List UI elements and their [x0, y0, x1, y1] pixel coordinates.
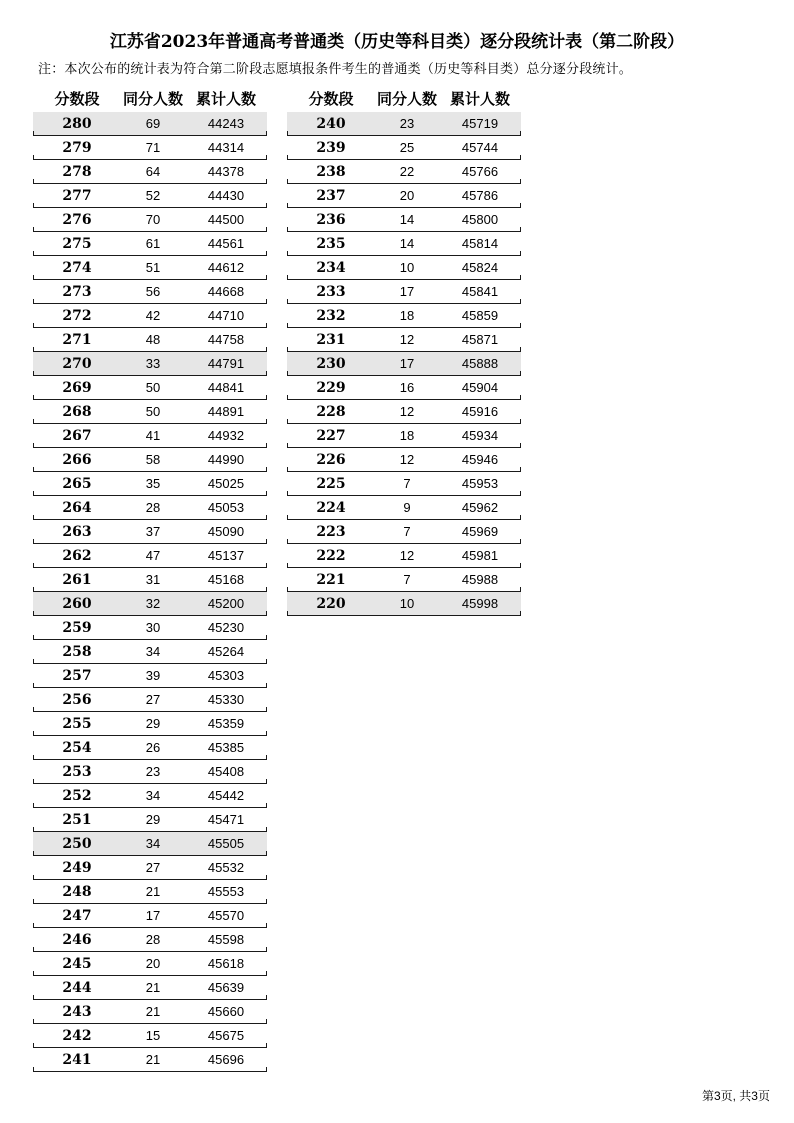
table-row — [33, 208, 267, 232]
table-row — [287, 520, 521, 544]
same-count-cell: 21 — [145, 1052, 161, 1067]
table-row — [287, 160, 521, 184]
table-row — [33, 1024, 267, 1048]
cumulative-count-cell: 45859 — [461, 308, 499, 323]
score-cell: 235 — [316, 235, 346, 252]
table-row — [33, 376, 267, 400]
right-table-header — [287, 86, 521, 110]
cumulative-count-cell: 45998 — [461, 596, 499, 611]
cumulative-count-cell: 44430 — [207, 188, 245, 203]
cumulative-count-cell: 45786 — [461, 188, 499, 203]
table-row — [33, 184, 267, 208]
table-row — [33, 928, 267, 952]
cumulative-count-cell: 45814 — [461, 236, 499, 251]
same-count-cell: 31 — [145, 572, 161, 587]
header-score: 分数段 — [308, 89, 354, 108]
table-row — [33, 856, 267, 880]
score-cell: 262 — [62, 547, 92, 564]
same-count-cell: 21 — [145, 1004, 161, 1019]
table-row — [33, 832, 267, 856]
same-count-cell: 10 — [399, 596, 415, 611]
table-row — [287, 424, 521, 448]
cumulative-count-cell: 45137 — [207, 548, 245, 563]
cumulative-count-cell: 45841 — [461, 284, 499, 299]
cumulative-count-cell: 45744 — [461, 140, 499, 155]
score-cell: 221 — [316, 571, 346, 588]
same-count-cell: 14 — [399, 236, 415, 251]
table-row — [287, 400, 521, 424]
cumulative-count-cell: 45598 — [207, 932, 245, 947]
score-cell: 264 — [62, 499, 92, 516]
same-count-cell: 64 — [145, 164, 161, 179]
same-count-cell: 12 — [399, 452, 415, 467]
table-row — [33, 496, 267, 520]
cumulative-count-cell: 45359 — [207, 716, 245, 731]
table-row — [33, 712, 267, 736]
same-count-cell: 20 — [399, 188, 415, 203]
same-count-cell: 7 — [403, 572, 411, 587]
same-count-cell: 50 — [145, 380, 161, 395]
table-row — [33, 472, 267, 496]
cumulative-count-cell: 45981 — [461, 548, 499, 563]
table-row — [33, 1048, 267, 1072]
cumulative-count-cell: 45719 — [461, 116, 499, 131]
same-count-cell: 18 — [399, 308, 415, 323]
score-cell: 255 — [62, 715, 92, 732]
same-count-cell: 7 — [403, 524, 411, 539]
score-cell: 237 — [316, 187, 346, 204]
table-row — [33, 784, 267, 808]
score-cell: 260 — [62, 595, 92, 612]
score-cell: 220 — [316, 595, 346, 612]
same-count-cell: 26 — [145, 740, 161, 755]
cumulative-count-cell: 45969 — [461, 524, 499, 539]
table-row — [33, 304, 267, 328]
score-cell: 229 — [316, 379, 346, 396]
cumulative-count-cell: 44710 — [207, 308, 245, 323]
table-row — [33, 664, 267, 688]
score-cell: 265 — [62, 475, 92, 492]
page-title: 江苏省2023年普通高考普通类（历史等科目类）逐分段统计表（第二阶段） — [109, 32, 685, 52]
cumulative-count-cell: 45696 — [207, 1052, 245, 1067]
cumulative-count-cell: 44612 — [207, 260, 245, 275]
table-row — [33, 232, 267, 256]
score-cell: 258 — [62, 643, 92, 660]
score-cell: 270 — [62, 355, 92, 372]
same-count-cell: 22 — [399, 164, 415, 179]
cumulative-count-cell: 45025 — [207, 476, 245, 491]
table-row — [287, 496, 521, 520]
cumulative-count-cell: 45471 — [207, 812, 245, 827]
same-count-cell: 21 — [145, 980, 161, 995]
score-cell: 248 — [62, 883, 92, 900]
table-row — [33, 136, 267, 160]
same-count-cell: 23 — [145, 764, 161, 779]
page-footer: 第3页, 共3页 — [701, 1089, 770, 1103]
same-count-cell: 12 — [399, 404, 415, 419]
score-cell: 245 — [62, 955, 92, 972]
same-count-cell: 34 — [145, 788, 161, 803]
score-cell: 243 — [62, 1003, 92, 1020]
table-row — [33, 256, 267, 280]
score-cell: 247 — [62, 907, 92, 924]
table-row — [287, 208, 521, 232]
cumulative-count-cell: 45766 — [461, 164, 499, 179]
score-cell: 238 — [316, 163, 346, 180]
table-row — [33, 688, 267, 712]
score-cell: 269 — [62, 379, 92, 396]
same-count-cell: 56 — [145, 284, 161, 299]
header-cumulative-count: 累计人数 — [449, 89, 510, 108]
same-count-cell: 34 — [145, 836, 161, 851]
score-cell: 274 — [62, 259, 92, 276]
cumulative-count-cell: 45303 — [207, 668, 245, 683]
cumulative-count-cell: 45800 — [461, 212, 499, 227]
same-count-cell: 29 — [145, 812, 161, 827]
header-same-count: 同分人数 — [376, 89, 437, 108]
same-count-cell: 28 — [145, 932, 161, 947]
cumulative-count-cell: 45330 — [207, 692, 245, 707]
table-row — [287, 280, 521, 304]
score-cell: 225 — [316, 475, 346, 492]
cumulative-count-cell: 45090 — [207, 524, 245, 539]
cumulative-count-cell: 45505 — [207, 836, 245, 851]
score-cell: 241 — [62, 1051, 92, 1068]
table-row — [33, 616, 267, 640]
score-cell: 266 — [62, 451, 92, 468]
table-row — [33, 112, 267, 136]
same-count-cell: 17 — [145, 908, 161, 923]
same-count-cell: 34 — [145, 644, 161, 659]
cumulative-count-cell: 44932 — [207, 428, 245, 443]
cumulative-count-cell: 45888 — [461, 356, 499, 371]
same-count-cell: 71 — [145, 140, 161, 155]
table-row — [287, 136, 521, 160]
score-cell: 253 — [62, 763, 92, 780]
table-row — [33, 400, 267, 424]
table-row — [287, 472, 521, 496]
same-count-cell: 7 — [403, 476, 411, 491]
cumulative-count-cell: 44500 — [207, 212, 245, 227]
table-row — [33, 640, 267, 664]
table-row — [33, 280, 267, 304]
score-cell: 271 — [62, 331, 92, 348]
cumulative-count-cell: 45385 — [207, 740, 245, 755]
table-row — [33, 568, 267, 592]
score-cell: 228 — [316, 403, 346, 420]
score-cell: 234 — [316, 259, 346, 276]
table-row — [33, 808, 267, 832]
score-cell: 239 — [316, 139, 346, 156]
table-row — [33, 1000, 267, 1024]
cumulative-count-cell: 45988 — [461, 572, 499, 587]
score-cell: 254 — [62, 739, 92, 756]
same-count-cell: 50 — [145, 404, 161, 419]
same-count-cell: 20 — [145, 956, 161, 971]
cumulative-count-cell: 45639 — [207, 980, 245, 995]
table-row — [33, 328, 267, 352]
table-row — [287, 376, 521, 400]
same-count-cell: 35 — [145, 476, 161, 491]
same-count-cell: 41 — [145, 428, 161, 443]
table-row — [287, 304, 521, 328]
same-count-cell: 17 — [399, 284, 415, 299]
cumulative-count-cell: 45442 — [207, 788, 245, 803]
score-cell: 257 — [62, 667, 92, 684]
same-count-cell: 12 — [399, 548, 415, 563]
score-cell: 278 — [62, 163, 92, 180]
same-count-cell: 39 — [145, 668, 161, 683]
score-cell: 268 — [62, 403, 92, 420]
cumulative-count-cell: 45200 — [207, 596, 245, 611]
same-count-cell: 32 — [145, 596, 161, 611]
table-row — [33, 352, 267, 376]
same-count-cell: 21 — [145, 884, 161, 899]
cumulative-count-cell: 45053 — [207, 500, 245, 515]
cumulative-count-cell: 44758 — [207, 332, 245, 347]
same-count-cell: 25 — [399, 140, 415, 155]
score-cell: 275 — [62, 235, 92, 252]
cumulative-count-cell: 44841 — [207, 380, 245, 395]
score-cell: 236 — [316, 211, 346, 228]
same-count-cell: 29 — [145, 716, 161, 731]
score-cell: 256 — [62, 691, 92, 708]
cumulative-count-cell: 45675 — [207, 1028, 245, 1043]
cumulative-count-cell: 44791 — [207, 356, 245, 371]
score-cell: 242 — [62, 1027, 92, 1044]
cumulative-count-cell: 45660 — [207, 1004, 245, 1019]
cumulative-count-cell: 44990 — [207, 452, 245, 467]
same-count-cell: 27 — [145, 860, 161, 875]
same-count-cell: 58 — [145, 452, 161, 467]
score-cell: 230 — [316, 355, 346, 372]
table-row — [33, 520, 267, 544]
same-count-cell: 15 — [145, 1028, 161, 1043]
same-count-cell: 18 — [399, 428, 415, 443]
cumulative-count-cell: 45934 — [461, 428, 499, 443]
cumulative-count-cell: 45871 — [461, 332, 499, 347]
score-cell: 261 — [62, 571, 92, 588]
score-cell: 249 — [62, 859, 92, 876]
score-cell: 252 — [62, 787, 92, 804]
score-cell: 277 — [62, 187, 92, 204]
cumulative-count-cell: 45824 — [461, 260, 499, 275]
same-count-cell: 33 — [145, 356, 161, 371]
table-row — [33, 952, 267, 976]
score-cell: 223 — [316, 523, 346, 540]
table-row — [33, 424, 267, 448]
same-count-cell: 12 — [399, 332, 415, 347]
same-count-cell: 47 — [145, 548, 161, 563]
same-count-cell: 70 — [145, 212, 161, 227]
table-row — [287, 328, 521, 352]
score-cell: 244 — [62, 979, 92, 996]
table-row — [33, 760, 267, 784]
table-row — [287, 544, 521, 568]
cumulative-count-cell: 45570 — [207, 908, 245, 923]
cumulative-count-cell: 45953 — [461, 476, 499, 491]
table-row — [33, 880, 267, 904]
score-cell: 227 — [316, 427, 346, 444]
table-row — [33, 544, 267, 568]
same-count-cell: 51 — [145, 260, 161, 275]
cumulative-count-cell: 44314 — [207, 140, 245, 155]
cumulative-count-cell: 44891 — [207, 404, 245, 419]
same-count-cell: 28 — [145, 500, 161, 515]
table-row — [33, 592, 267, 616]
cumulative-count-cell: 45408 — [207, 764, 245, 779]
table-row — [33, 904, 267, 928]
table-row — [287, 568, 521, 592]
score-cell: 224 — [316, 499, 346, 516]
score-cell: 232 — [316, 307, 346, 324]
cumulative-count-cell: 45916 — [461, 404, 499, 419]
score-cell: 250 — [62, 835, 92, 852]
cumulative-count-cell: 45264 — [207, 644, 245, 659]
left-table-body — [33, 112, 267, 1072]
left-table-header — [33, 86, 267, 110]
score-cell: 233 — [316, 283, 346, 300]
same-count-cell: 69 — [145, 116, 161, 131]
score-cell: 222 — [316, 547, 346, 564]
same-count-cell: 27 — [145, 692, 161, 707]
same-count-cell: 9 — [403, 500, 411, 515]
score-cell: 246 — [62, 931, 92, 948]
score-cell: 276 — [62, 211, 92, 228]
table-row — [33, 736, 267, 760]
table-row — [287, 256, 521, 280]
cumulative-count-cell: 45962 — [461, 500, 499, 515]
table-row — [287, 592, 521, 616]
score-cell: 272 — [62, 307, 92, 324]
table-row — [33, 448, 267, 472]
table-row — [287, 232, 521, 256]
table-row — [287, 352, 521, 376]
same-count-cell: 37 — [145, 524, 161, 539]
header-cumulative-count: 累计人数 — [195, 89, 256, 108]
score-cell: 267 — [62, 427, 92, 444]
same-count-cell: 52 — [145, 188, 161, 203]
same-count-cell: 42 — [145, 308, 161, 323]
score-cell: 251 — [62, 811, 92, 828]
score-cell: 280 — [62, 115, 92, 132]
table-row — [287, 184, 521, 208]
cumulative-count-cell: 45904 — [461, 380, 499, 395]
score-cell: 279 — [62, 139, 92, 156]
same-count-cell: 48 — [145, 332, 161, 347]
same-count-cell: 16 — [399, 380, 415, 395]
cumulative-count-cell: 45230 — [207, 620, 245, 635]
score-cell: 240 — [316, 115, 346, 132]
right-table-body — [287, 112, 521, 616]
cumulative-count-cell: 45946 — [461, 452, 499, 467]
cumulative-count-cell: 44668 — [207, 284, 245, 299]
table-row — [33, 976, 267, 1000]
cumulative-count-cell: 44561 — [207, 236, 245, 251]
same-count-cell: 30 — [145, 620, 161, 635]
same-count-cell: 14 — [399, 212, 415, 227]
score-cell: 226 — [316, 451, 346, 468]
header-same-count: 同分人数 — [122, 89, 183, 108]
cumulative-count-cell: 45168 — [207, 572, 245, 587]
score-cell: 231 — [316, 331, 346, 348]
same-count-cell: 23 — [399, 116, 415, 131]
same-count-cell: 17 — [399, 356, 415, 371]
score-cell: 259 — [62, 619, 92, 636]
cumulative-count-cell: 45532 — [207, 860, 245, 875]
table-row — [33, 160, 267, 184]
cumulative-count-cell: 44243 — [207, 116, 245, 131]
score-cell: 273 — [62, 283, 92, 300]
cumulative-count-cell: 45553 — [207, 884, 245, 899]
same-count-cell: 61 — [145, 236, 161, 251]
cumulative-count-cell: 44378 — [207, 164, 245, 179]
table-row — [287, 112, 521, 136]
header-score: 分数段 — [54, 89, 100, 108]
score-cell: 263 — [62, 523, 92, 540]
cumulative-count-cell: 45618 — [207, 956, 245, 971]
table-note: 注：本次公布的统计表为符合第二阶段志愿填报条件考生的普通类（历史等科目类）总分逐分段统计。 — [38, 62, 633, 77]
table-row — [287, 448, 521, 472]
same-count-cell: 10 — [399, 260, 415, 275]
